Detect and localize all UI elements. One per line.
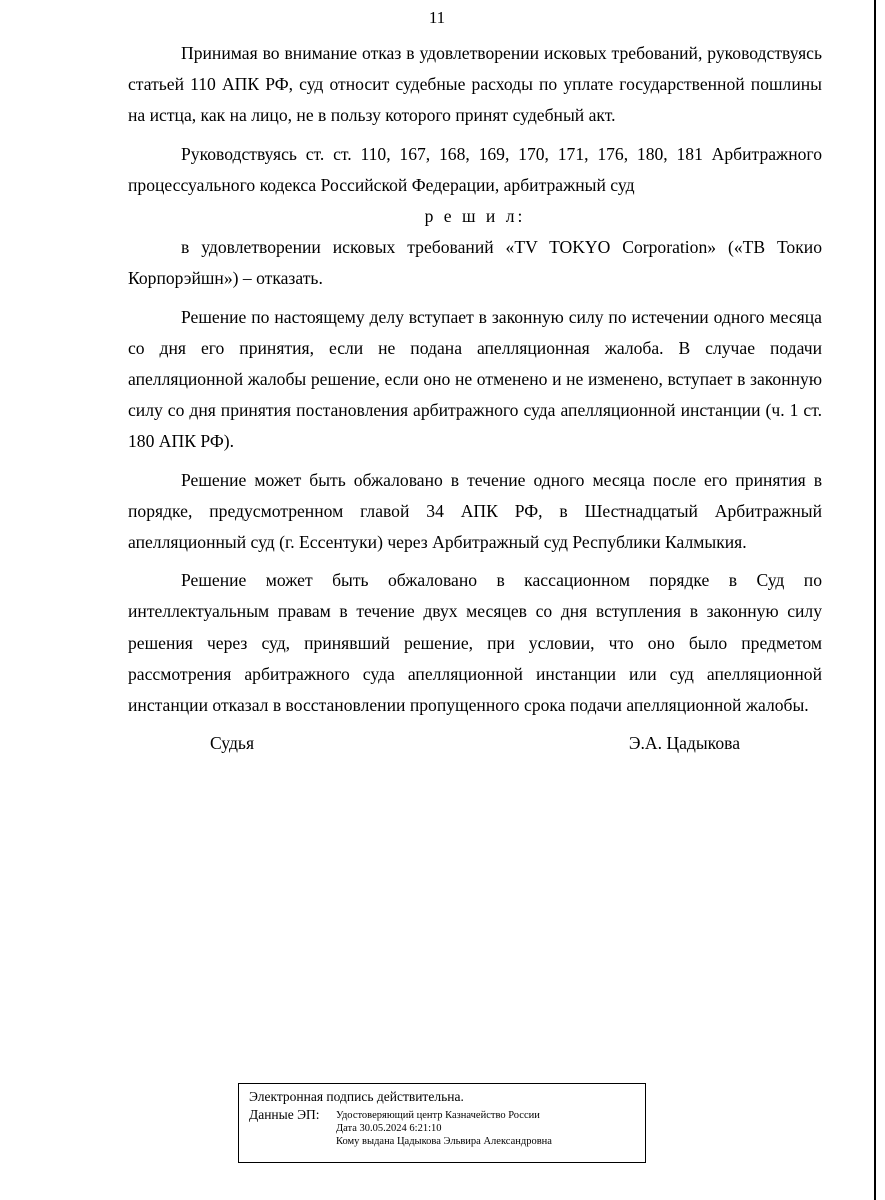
stamp-lines [336, 1107, 552, 1148]
stamp-issued-to: Кому выдана Цадыкова Эльвира Александровна [336, 1136, 552, 1147]
stamp-label: Данные ЭП: [249, 1107, 320, 1122]
resolved-heading: р е ш и л: [424, 206, 526, 227]
signature-role: Судья [210, 733, 255, 753]
paragraph-entry-into-force: Решение по настоящему делу вступает в законную силу по истечении одного месяца со дня его принятия, если не подана апелляционная жалоба. В случае подачи апелляционной жалобы решение, если оно не отменено и не изменено, вступает в законную силу со дня принятия постановления арбитражного суда апелляционной инстанции (ч. 1 ст. 180 АПК РФ). [128, 306, 822, 452]
stamp-center: Удостоверяющий центр Казначейство России [336, 1110, 540, 1121]
stamp-details [249, 1107, 645, 1148]
paragraph-cassation: Решение может быть обжаловано в кассационном порядке в Суд по интеллектуальным правам в течение двух месяцев со дня вступления в законную силу решения через суд, принявший решение, при условии, что оно было предметом рассмотрения арбитражного суда апелляционной инстанции или суд апелляционной инстанции отказал в восстановлении пропущенного срока подачи апелляционной жалобы. [128, 570, 822, 716]
paragraph-appeal: Решение может быть обжаловано в течение одного месяца после его принятия в порядке, предусмотренном главой 34 АПК РФ, в Шестнадцатый Арбитражный апелляционный суд (г. Ессентуки) через Арбитражный суд Республики Калмыкия. [128, 469, 822, 553]
signature-name: Э.А. Цадыкова [628, 733, 740, 753]
stamp-date: Дата 30.05.2024 6:21:10 [336, 1123, 442, 1134]
stamp-title: Электронная подпись действительна. [249, 1089, 464, 1104]
paragraph-costs: Принимая во внимание отказ в удовлетворении исковых требований, руководствуясь статьей 110 АПК РФ, суд относит судебные расходы по уплате государственной пошлины на истца, как на лицо, не в пользу которого принят судебный акт. [128, 43, 822, 126]
paragraph-decision: в удовлетворении исковых требований «TV TOKYO Corporation» («ТВ Токио Корпорэйшн») – отказать. [128, 237, 822, 289]
paragraph-legal-basis: Руководствуясь ст. ст. 110, 167, 168, 169, 170, 171, 176, 180, 181 Арбитражного процессуального кодекса Российской Федерации, арбитражный суд [128, 143, 822, 195]
signature-row [210, 733, 740, 754]
electronic-signature-stamp [238, 1083, 646, 1163]
document-body [128, 38, 822, 721]
page-number: 11 [428, 8, 446, 27]
